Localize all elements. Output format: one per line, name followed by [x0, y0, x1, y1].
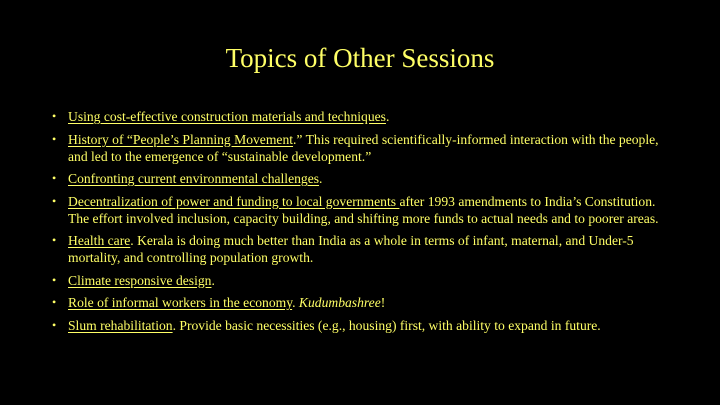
- topic-link[interactable]: Confronting current environmental challenges: [68, 171, 320, 186]
- bullet-icon: •: [52, 109, 57, 123]
- topic-text: .: [319, 171, 323, 186]
- list-item: [52, 193, 677, 227]
- topic-text: .: [211, 272, 215, 288]
- topic-text: .: [385, 109, 390, 124]
- topic-link[interactable]: Slum rehabilitation: [68, 317, 173, 333]
- bullet-icon: •: [52, 317, 57, 332]
- topic-link[interactable]: History of “People’s Planning Movement: [68, 131, 294, 147]
- topic-link[interactable]: Role of informal workers in the economy: [68, 295, 293, 310]
- topic-link[interactable]: Using cost-effective construction materials and techniques: [68, 109, 386, 124]
- list-item: [52, 317, 677, 334]
- topic-text: .” This required scientifically-informed interaction with the people, and led to the emergence of “sustainable development.”: [68, 131, 659, 164]
- bullet-icon: •: [52, 131, 57, 146]
- topic-text: . Provide basic necessities (e.g., housing) first, with ability to expand in future.: [172, 317, 601, 333]
- topic-link[interactable]: Climate responsive design: [68, 272, 212, 288]
- slide-title: Topics of Other Sessions: [225, 43, 495, 73]
- bullet-icon: •: [52, 272, 57, 287]
- topic-text: after 1993 amendments to India’s Constitution. The effort involved inclusion, capacity building, and shifting more funds to actual needs and to poorer areas.: [68, 193, 659, 226]
- bullet-icon: •: [52, 233, 57, 247]
- list-item: [52, 131, 677, 165]
- topic-emphasis: Kudumbashree: [298, 295, 381, 310]
- list-item: [52, 272, 677, 289]
- list-item: [52, 170, 677, 187]
- topic-link[interactable]: Health care: [68, 233, 131, 248]
- topic-text-end: !: [380, 295, 386, 310]
- list-item: [52, 294, 677, 311]
- list-item: [52, 108, 677, 125]
- topic-text: .: [292, 295, 299, 310]
- list-item: [52, 232, 677, 266]
- bullet-icon: •: [52, 295, 57, 309]
- bullet-icon: •: [52, 171, 57, 185]
- topic-list: [52, 108, 677, 339]
- topic-text: . Kerala is doing much better than India as a whole in terms of infant, maternal, and Under-5 mortality, and controlling population growth.: [68, 233, 634, 265]
- bullet-icon: •: [52, 193, 57, 208]
- topic-link[interactable]: Decentralization of power and funding to local governments: [68, 193, 400, 209]
